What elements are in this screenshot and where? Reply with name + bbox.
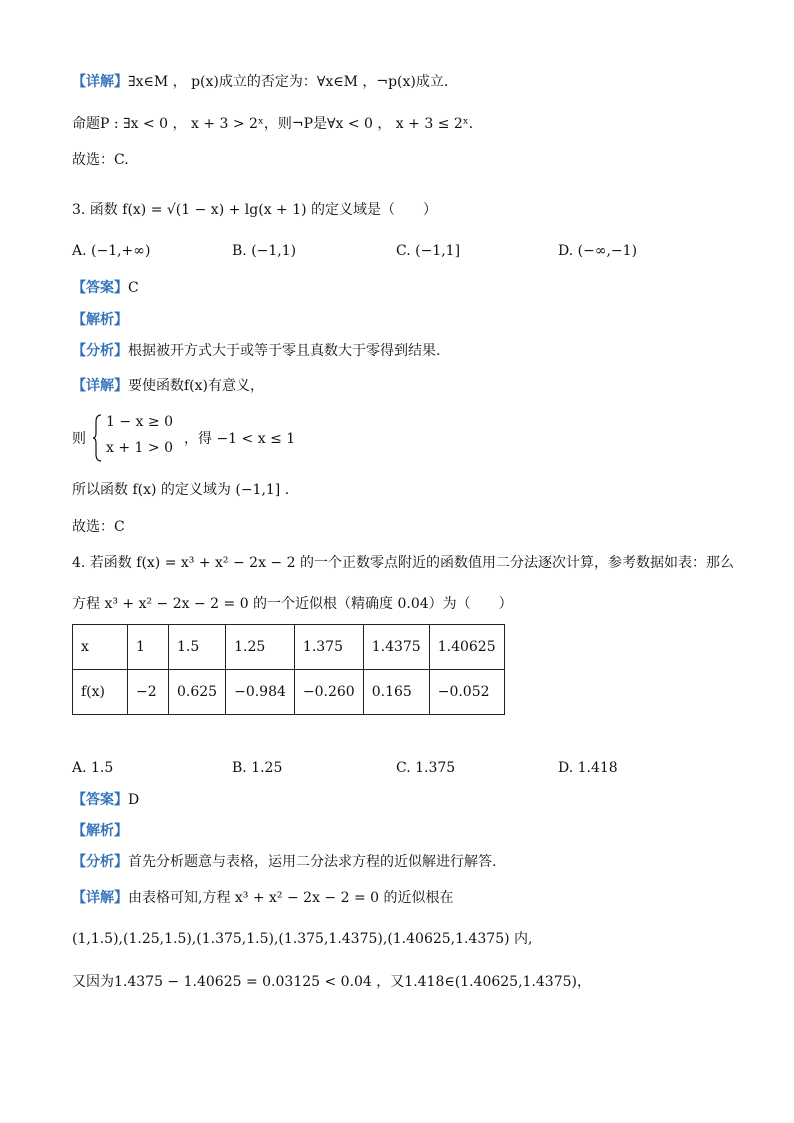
q4-analysis-heading xyxy=(72,821,128,841)
detail-tag: 【详解】 xyxy=(72,378,128,394)
table-cell: 1.5 xyxy=(169,625,226,670)
q4-detail-line xyxy=(72,888,454,908)
q4-option-b: B. 1.25 xyxy=(232,760,283,776)
table-cell: 1.25 xyxy=(226,625,295,670)
question-4-stem-2: 方程 x³ + x² − 2x − 2 = 0 的一个近似根（精确度 0.04）为（ ） xyxy=(72,596,513,612)
fenxi-tag: 【分析】 xyxy=(72,343,128,359)
question-4-stem-1: 4. 若函数 f(x) = x³ + x² − 2x − 2 的一个正数零点附近的函数值用二分法逐次计算，参考数据如表：那么 xyxy=(72,555,734,571)
q3-fenxi-text: 根据被开方式大于或等于零且真数大于零得到结果. xyxy=(128,343,441,359)
q4-detail-text: 由表格可知,方程 x³ + x² − 2x − 2 = 0 的近似根在 xyxy=(128,890,454,906)
q4-option-a: A. 1.5 xyxy=(72,760,114,776)
choice-line: 故选：C. xyxy=(72,152,129,168)
q4-intervals-line: (1,1.5),(1.25,1.5),(1.375,1.5),(1.375,1.4375),(1.40625,1.4375) 内, xyxy=(72,931,533,947)
q3-option-d: D. (−∞,−1) xyxy=(558,243,638,259)
table-cell: 1 xyxy=(128,625,169,670)
table-cell: −0.052 xyxy=(429,670,504,715)
q4-option-d: D. 1.418 xyxy=(558,760,618,776)
answer-tag: 【答案】 xyxy=(72,280,128,296)
table-cell: 0.625 xyxy=(169,670,226,715)
table-row xyxy=(73,625,505,670)
table-cell: −0.984 xyxy=(226,670,295,715)
table-cell: 1.375 xyxy=(294,625,363,670)
brace-icon xyxy=(92,414,102,462)
q3-option-b: B. (−1,1) xyxy=(232,243,297,259)
q3-detail-line xyxy=(72,376,264,396)
proposition-line: 命题P : ∃x < 0 ， x + 3 > 2ˣ，则¬P是∀x < 0 ， x + 3 ≤ 2ˣ． xyxy=(72,116,483,132)
table-cell: 0.165 xyxy=(363,670,429,715)
q3-choose-line: 故选：C xyxy=(72,519,125,535)
inequality-result: ，得 −1 < x ≤ 1 xyxy=(184,431,296,447)
analysis-tag: 【解析】 xyxy=(72,312,128,328)
table-cell: 1.40625 xyxy=(429,625,504,670)
solution-line-1 xyxy=(72,72,458,92)
table-cell: f(x) xyxy=(73,670,128,715)
fenxi-tag: 【分析】 xyxy=(72,854,128,870)
analysis-tag: 【解析】 xyxy=(72,823,128,839)
q3-option-a: A. (−1,+∞) xyxy=(72,243,151,259)
inequality-1: 1 − x ≥ 0 xyxy=(106,414,173,430)
q4-fenxi-line xyxy=(72,852,496,872)
q3-answer-line xyxy=(72,278,139,298)
bisection-table xyxy=(72,624,505,715)
then-label: 则 xyxy=(72,431,86,447)
q4-conclusion-line: 又因为1.4375 − 1.40625 = 0.03125 < 0.04 ，又1.418∈(1.40625,1.4375)， xyxy=(72,974,591,990)
q3-option-c: C. (−1,1] xyxy=(396,243,461,259)
table-cell: −0.260 xyxy=(294,670,363,715)
q4-fenxi-text: 首先分析题意与表格，运用二分法求方程的近似解进行解答. xyxy=(128,854,497,870)
q3-domain-line: 所以函数 f(x) 的定义域为 (−1,1] . xyxy=(72,482,290,498)
inequality-2: x + 1 > 0 xyxy=(106,440,173,456)
detail-tag: 【详解】 xyxy=(72,74,128,90)
table-cell: −2 xyxy=(128,670,169,715)
q4-option-c: C. 1.375 xyxy=(396,760,456,776)
q3-fenxi-line xyxy=(72,341,440,361)
q3-detail-text: 要使函数f(x)有意义， xyxy=(128,378,265,394)
answer-tag: 【答案】 xyxy=(72,792,128,808)
table-cell: x xyxy=(73,625,128,670)
q3-answer: C xyxy=(128,280,139,296)
q4-answer: D xyxy=(128,792,140,808)
q3-analysis-heading xyxy=(72,310,128,330)
detail-tag: 【详解】 xyxy=(72,890,128,906)
negation-text: ∃x∈M ， p(x)成立的否定为：∀x∈M ，¬p(x)成立． xyxy=(128,74,458,90)
table-row xyxy=(73,670,505,715)
q4-answer-line xyxy=(72,790,139,810)
question-3-stem: 3. 函数 f(x) = √(1 − x) + lg(x + 1) 的定义域是（ ） xyxy=(72,202,438,218)
table-cell: 1.4375 xyxy=(363,625,429,670)
